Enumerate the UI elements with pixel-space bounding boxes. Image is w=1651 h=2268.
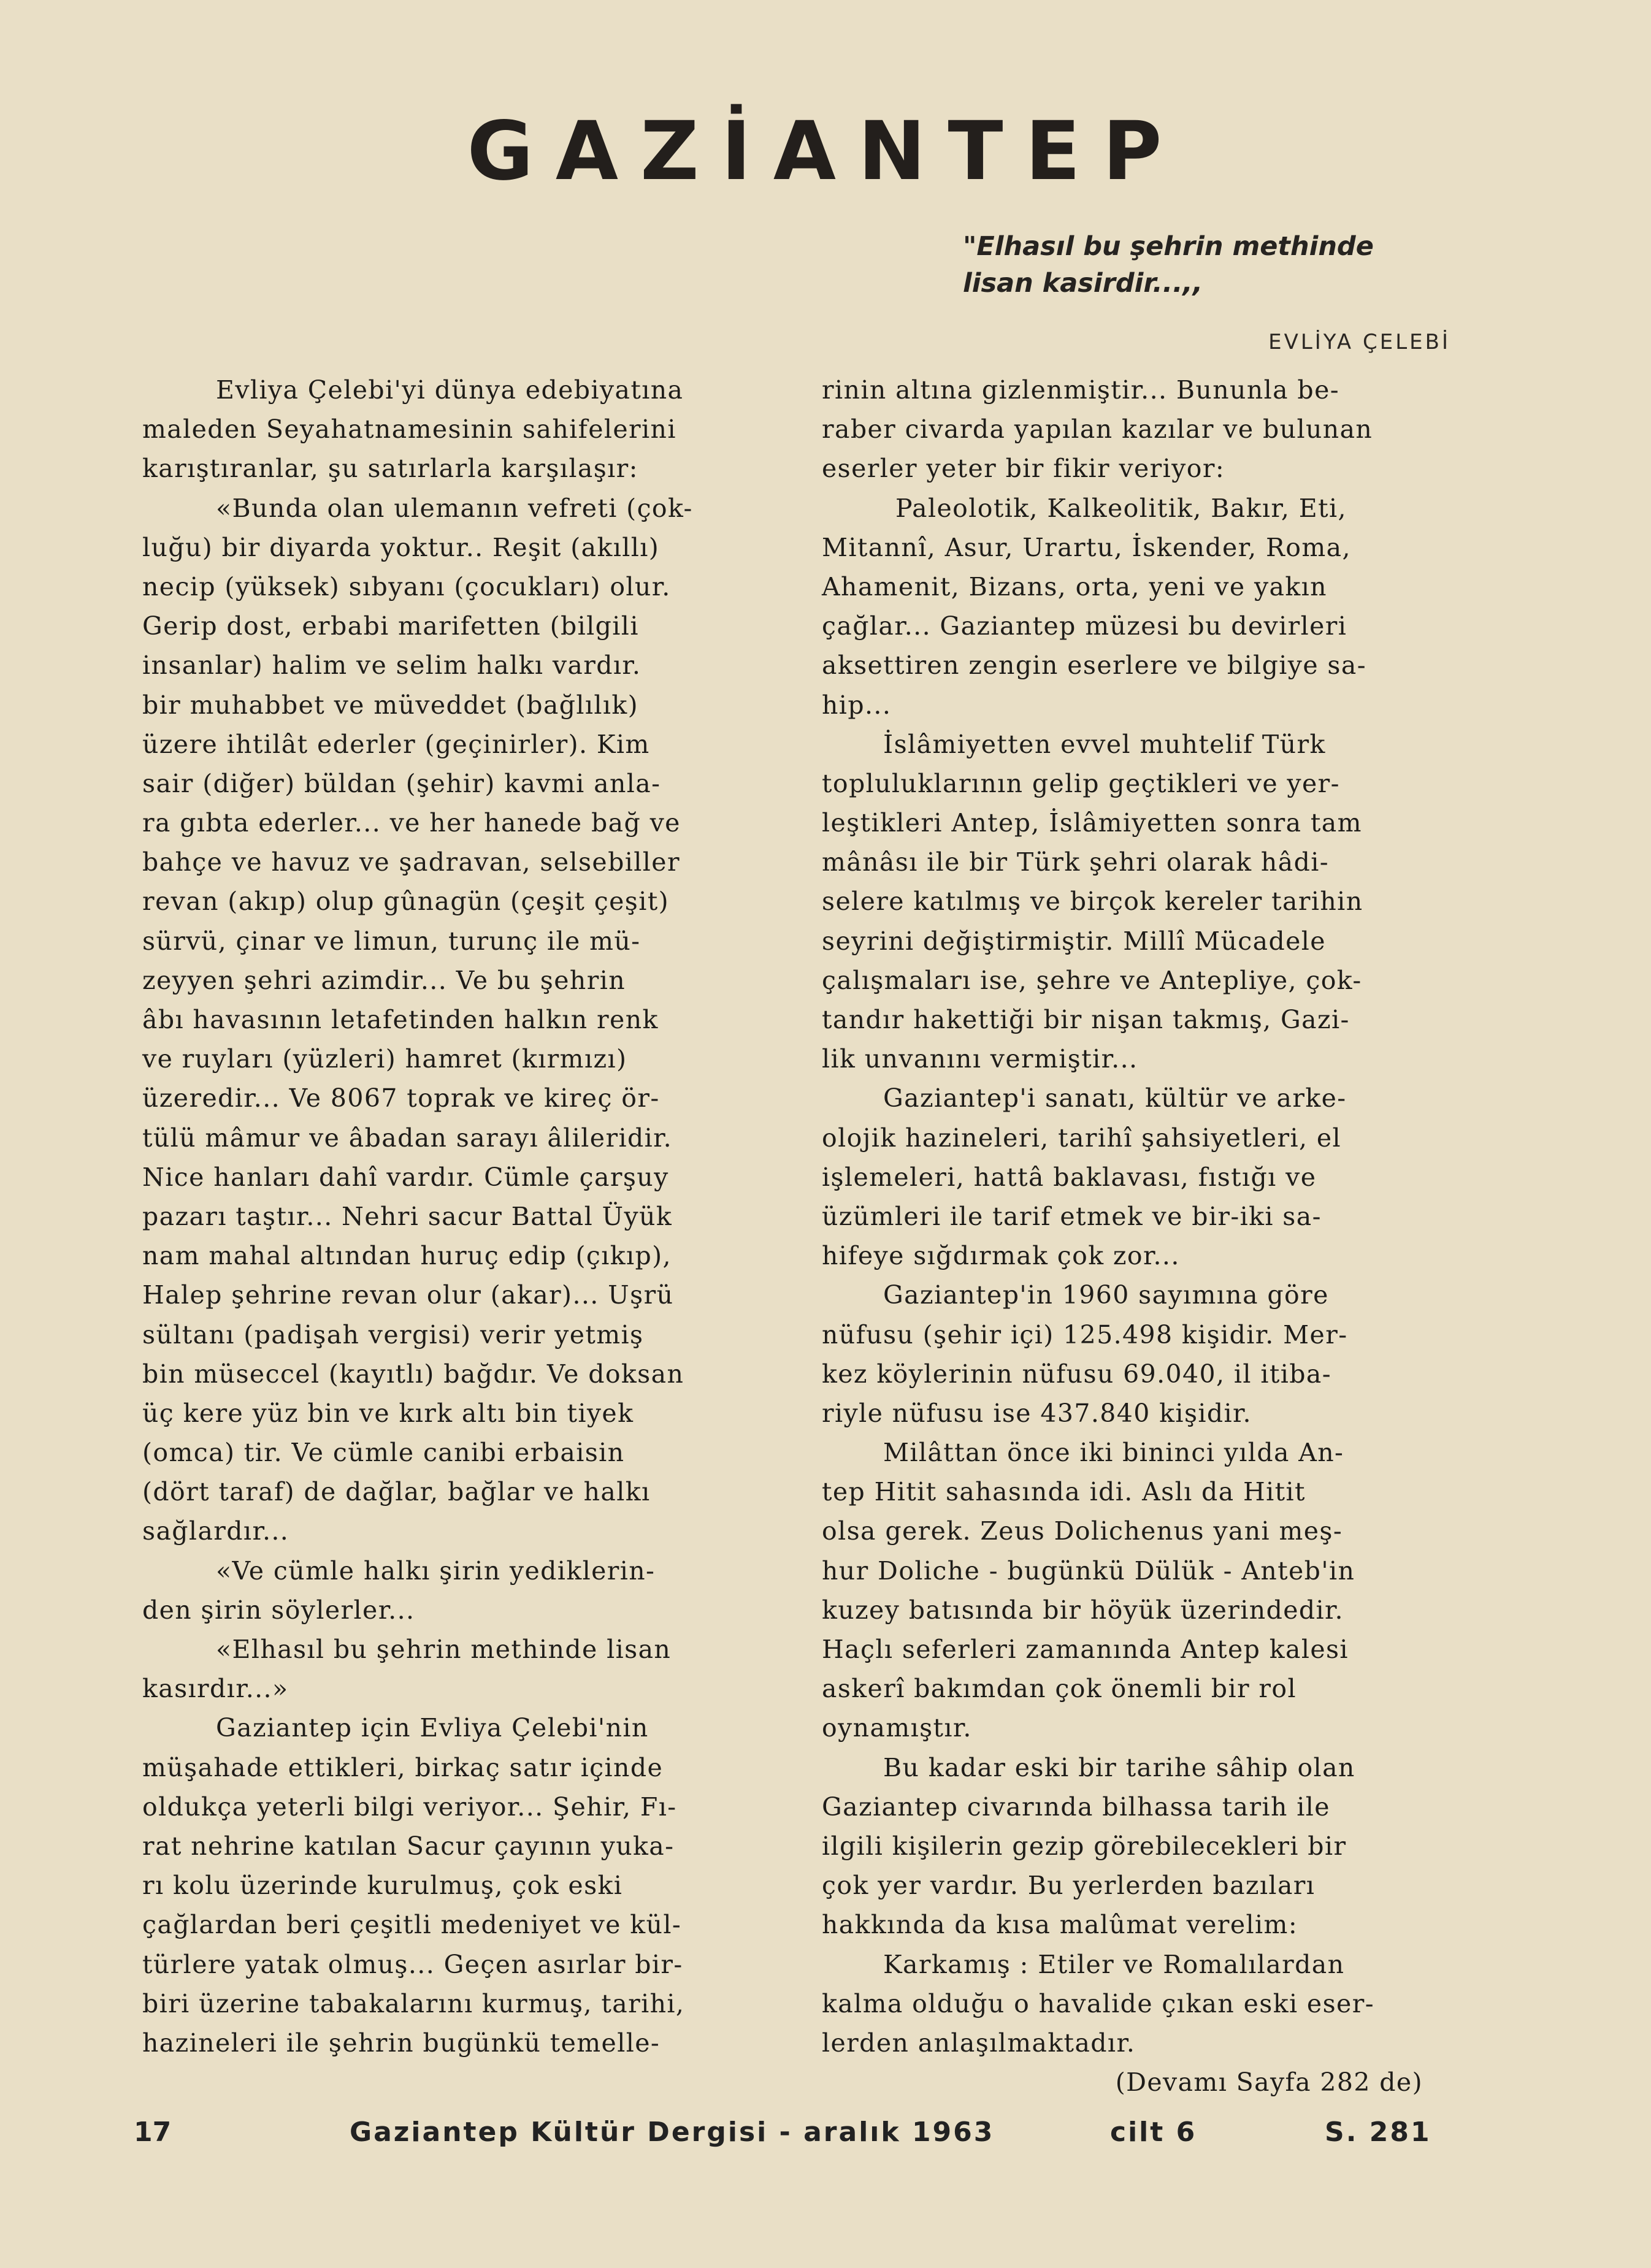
- text-line: oynamıştır.: [822, 1713, 972, 1743]
- text-line: Paleolotik, Kalkeolitik, Bakır, Eti,: [895, 493, 1347, 523]
- text-line: (omca) tir. Ve cümle canibi erbaisin: [142, 1438, 625, 1468]
- text-line: çağlardan beri çeşitli medeniyet ve kül-: [142, 1910, 682, 1940]
- text-line: Karkamış : Etiler ve Romalılardan: [883, 1949, 1345, 1979]
- text-line: sültanı (padişah vergisi) verir yetmiş: [142, 1319, 644, 1350]
- text-line: rı kolu üzerinde kurulmuş, çok eski: [142, 1871, 623, 1901]
- text-line: ilgili kişilerin gezip görebilecekleri bir: [822, 1831, 1347, 1861]
- text-line: Gerip dost, erbabi marifetten (bilgili: [142, 611, 639, 641]
- text-line: hip...: [822, 690, 892, 720]
- text-line: nüfusu (şehir içi) 125.498 kişidir. Mer-: [822, 1319, 1348, 1350]
- text-line: leştikleri Antep, İslâmiyetten sonra tam: [822, 808, 1362, 838]
- article-title: GAZİANTEP: [467, 104, 1184, 199]
- text-line: Gaziantep civarında bilhassa tarih ile: [822, 1792, 1330, 1822]
- text-line: Milâttan önce iki bininci yılda An-: [883, 1438, 1344, 1468]
- text-line: riyle nüfusu ise 437.840 kişidir.: [822, 1398, 1252, 1428]
- text-line: rinin altına gizlenmiştir... Bununla be-: [822, 375, 1339, 405]
- text-line: tandır hakettiği bir nişan takmış, Gazi-: [822, 1005, 1350, 1034]
- text-line: lerden anlaşılmaktadır.: [822, 2028, 1136, 2058]
- text-line: sürvü, çinar ve limun, turunç ile mü-: [142, 926, 641, 956]
- text-line: pazarı taştır... Nehri sacur Battal Üyük: [142, 1201, 673, 1231]
- text-line: olsa gerek. Zeus Dolichenus yani meş-: [822, 1516, 1343, 1546]
- text-line: rat nehrine katılan Sacur çayının yuka-: [142, 1831, 675, 1861]
- text-line: üzere ihtilât ederler (geçinirler). Kim: [142, 729, 650, 759]
- text-line: Haçlı seferleri zamanında Antep kalesi: [822, 1635, 1349, 1664]
- text-line: (Devamı Sayfa 282 de): [1115, 2068, 1423, 2098]
- text-line: mânâsı ile bir Türk şehri olarak hâdi-: [822, 847, 1329, 877]
- text-line: Ahamenit, Bizans, orta, yeni ve yakın: [822, 571, 1327, 601]
- text-line: Mitannî, Asur, Urartu, İskender, Roma,: [822, 532, 1351, 562]
- text-line: olojik hazineleri, tarihî şahsiyetleri, el: [822, 1123, 1342, 1153]
- text-line: kuzey batısında bir höyük üzerindedir.: [822, 1595, 1344, 1625]
- text-line: «Ve cümle halkı şirin yediklerin-: [216, 1556, 656, 1586]
- text-line: eserler yeter bir fikir veriyor:: [822, 454, 1225, 484]
- text-line: hifeye sığdırmak çok zor...: [822, 1241, 1180, 1271]
- text-line: Bu kadar eski bir tarihe sâhip olan: [883, 1752, 1355, 1782]
- text-line: tep Hitit sahasında idi. Aslı da Hitit: [822, 1477, 1306, 1507]
- text-line: «Elhasıl bu şehrin methinde lisan: [216, 1635, 672, 1664]
- journal-name: Gaziantep Kültür Dergisi - aralık 1963: [350, 2117, 995, 2148]
- text-line: kez köylerinin nüfusu 69.040, il itiba-: [822, 1359, 1331, 1389]
- text-line: çok yer vardır. Bu yerlerden bazıları: [822, 1871, 1316, 1901]
- text-line: zeyyen şehri azimdir... Ve bu şehrin: [142, 965, 626, 995]
- page-number: 17: [134, 2117, 172, 2148]
- text-line: biri üzerine tabakalarını kurmuş, tarihi,: [142, 1988, 685, 2018]
- epigraph-quote: [963, 228, 1515, 302]
- text-line: luğu) bir diyarda yoktur.. Reşit (akıllı): [142, 532, 660, 562]
- text-line: askerî bakımdan çok önemli bir rol: [822, 1674, 1297, 1704]
- text-line: hazineleri ile şehrin bugünkü temelle-: [142, 2028, 661, 2058]
- text-line: Nice hanları dahî vardır. Cümle çarşuy: [142, 1162, 669, 1192]
- text-line: selere katılmış ve birçok kereler tarihin: [822, 887, 1363, 917]
- text-line: Halep şehrine revan olur (akar)... Uşrü: [142, 1280, 674, 1310]
- text-line: necip (yüksek) sıbyanı (çocukları) olur.: [142, 571, 671, 601]
- text-line: âbı havasının letafetinden halkın renk: [142, 1005, 659, 1034]
- text-line: (dört taraf) de dağlar, bağlar ve halkı: [142, 1477, 651, 1507]
- text-line: kasırdır...»: [142, 1674, 289, 1704]
- text-line: den şirin söylerler...: [142, 1595, 415, 1625]
- left-text-column: [142, 370, 780, 2063]
- text-line: üzeredir... Ve 8067 toprak ve kireç ör-: [142, 1083, 660, 1113]
- text-line: işlemeleri, hattâ baklavası, fıstığı ve: [822, 1162, 1317, 1192]
- text-line: kalma olduğu o havalide çıkan eski eser-: [822, 1988, 1374, 2018]
- text-line: üzümleri ile tarif etmek ve bir-iki sa-: [822, 1201, 1322, 1231]
- issue-page-number: S. 281: [1325, 2117, 1431, 2148]
- epigraph-line: lisan kasirdir...,,: [963, 268, 1203, 299]
- text-line: «Bunda olan ulemanın vefreti (çok-: [216, 493, 693, 523]
- text-line: oldukça yeterli bilgi veriyor... Şehir, Fı-: [142, 1792, 677, 1822]
- text-line: Gaziantep'i sanatı, kültür ve arke-: [883, 1083, 1347, 1113]
- text-line: aksettiren zengin eserlere ve bilgiye sa-: [822, 651, 1366, 681]
- text-line: maleden Seyahatnamesinin sahifelerini: [142, 414, 676, 445]
- text-line: topluluklarının gelip geçtikleri ve yer-: [822, 768, 1340, 798]
- text-line: Evliya Çelebi'yi dünya edebiyatına: [216, 375, 684, 405]
- text-line: sair (diğer) büldan (şehir) kavmi anla-: [142, 768, 661, 798]
- text-line: hur Doliche - bugünkü Dülük - Anteb'in: [822, 1556, 1355, 1586]
- text-line: çalışmaları ise, şehre ve Antepliye, çok-: [822, 965, 1362, 995]
- text-line: raber civarda yapılan kazılar ve bulunan: [822, 414, 1373, 445]
- text-line: müşahade ettikleri, birkaç satır içinde: [142, 1752, 664, 1782]
- text-line: tülü mâmur ve âbadan sarayı âlileridir.: [142, 1123, 673, 1153]
- text-line: ve ruyları (yüzleri) hamret (kırmızı): [142, 1044, 627, 1074]
- text-line: türlere yatak olmuş... Geçen asırlar bir-: [142, 1949, 683, 1979]
- text-line: üç kere yüz bin ve kırk altı bin tiyek: [142, 1398, 634, 1428]
- right-text-column: [822, 370, 1460, 2102]
- text-line: revan (akıp) olup gûnagün (çeşit çeşit): [142, 887, 669, 917]
- text-line: bin müseccel (kayıtlı) bağdır. Ve doksan: [142, 1359, 684, 1389]
- text-line: insanlar) halim ve selim halkı vardır.: [142, 651, 642, 681]
- text-line: ra gıbta ederler... ve her hanede bağ ve: [142, 808, 681, 838]
- volume-label: cilt 6: [1110, 2117, 1197, 2148]
- epigraph-line: "Elhasıl bu şehrin methinde: [963, 231, 1374, 262]
- text-line: çağlar... Gaziantep müzesi bu devirleri: [822, 611, 1347, 641]
- text-line: Gaziantep için Evliya Çelebi'nin: [216, 1713, 649, 1743]
- text-line: lik unvanını vermiştir...: [822, 1044, 1138, 1074]
- page-footer: [0, 2117, 1651, 2153]
- text-line: İslâmiyetten evvel muhtelif Türk: [883, 729, 1326, 759]
- text-line: Gaziantep'in 1960 sayımına göre: [883, 1280, 1329, 1310]
- text-line: hakkında da kısa malûmat verelim:: [822, 1910, 1298, 1940]
- text-line: nam mahal altından huruç edip (çıkıp),: [142, 1241, 672, 1271]
- text-line: bahçe ve havuz ve şadravan, selsebiller: [142, 847, 680, 877]
- text-line: bir muhabbet ve müveddet (bağlılık): [142, 690, 639, 720]
- epigraph-author: EVLİYA ÇELEBİ: [1268, 330, 1450, 354]
- text-line: karıştıranlar, şu satırlarla karşılaşır:: [142, 454, 638, 484]
- text-line: seyrini değiştirmiştir. Millî Mücadele: [822, 926, 1326, 956]
- text-line: sağlardır...: [142, 1516, 289, 1546]
